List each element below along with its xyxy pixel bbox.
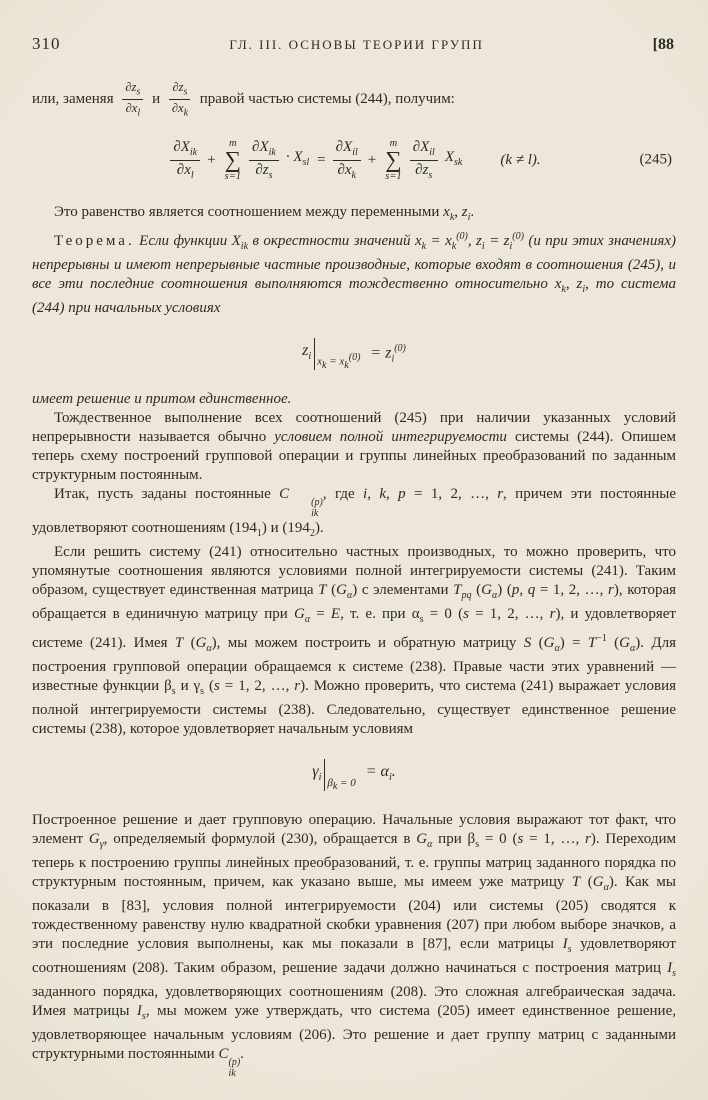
page-number: 310: [32, 34, 61, 53]
equation-245-number: (245): [639, 151, 672, 168]
equation-z-lhs: $z_i$: [302, 342, 312, 363]
theorem-label: Теорема.: [54, 233, 135, 249]
evaluation-bar: [324, 759, 325, 791]
page-body: [32, 80, 676, 1079]
paragraph-identical: Тождественное выполнение всех соотношений (245) при наличии указанных условий непрерывности называется обычно условием полной интегрируемости системы (244). Опишем теперь схему построений групповой операции и группы линейных преобразований по заданным структурным постоянным.: [32, 410, 676, 483]
chapter-title: ГЛ. III. ОСНОВЫ ТЕОРИИ ГРУПП: [229, 37, 484, 52]
paragraph-itak: Итак, пусть заданы постоянные C (p) ik , где i, k, p = 1, 2, …, r, причем эти постоянные удовлетворяют соотношениям $(194_1)$ и $(194_2)$.: [32, 486, 677, 539]
theorem-body: Если функции $X_{ik}$ в окрестности значений $x_k = x_k^{(0)}$, $z_i = z_i^{(0)}$ (и при этих значениях) непрерывны и имеют непрерывные частные производные, которые входят в соотношения (245), и все эти последние соотношения выполняются тождественно относительно $x_k$, $z_i$, то система (244) при начальных условиях: [32, 231, 676, 316]
paragraph-equality: Это равенство является соотношением между переменными $x_k$, $z_i$.: [54, 204, 475, 223]
equation-gamma-rhs: = $\alpha_i$.: [365, 763, 396, 784]
fraction-dXil-dzs: $\frac{\partial X_{il}}{\partial z_s}$: [410, 139, 438, 181]
equation-245-formula: [167, 138, 466, 183]
equation-245: [32, 133, 676, 187]
intro-text-pre: или, заменяя: [32, 90, 114, 107]
paragraph-solution: имеет решение и притом единственное.: [32, 391, 292, 407]
inline-fraction-dzs-dxk: $\frac{\partial z_s}{\partial x_k}$: [169, 80, 191, 119]
inline-fraction-dzs-dxl: $\frac{\partial z_s}{\partial x_l}$: [122, 80, 143, 119]
evaluated-at-construct: [312, 759, 395, 791]
intro-text-post: правой частью системы (244), получим:: [199, 90, 455, 107]
equation-initial-condition-gamma: [32, 753, 676, 797]
equation-z-subscript: $x_k = x_k^{(0)}$: [317, 352, 361, 371]
equation-gamma-lhs: $\gamma_i$: [312, 763, 322, 784]
fraction-dXik-dxl: $\frac{\partial X_{ik}}{\partial x_l}$: [170, 139, 200, 181]
paragraph-theorem: [32, 227, 676, 318]
equation-gamma-subscript: $\beta_k = 0$: [327, 776, 356, 792]
equals-operator: =: [317, 151, 326, 168]
equation-initial-condition-z: [32, 332, 676, 376]
paragraph-final: Построенное решение и дает групповую операцию. Начальные условия выражают тот факт, что элемент $G_\gamma$, определяемый формулой (230), обращается в $G_\alpha$ при $\beta_s = 0$ (s = 1, …, r). Переходим теперь к построению группы линейных преобразований, т. е. группы матриц заданного порядка по структурным постоянным, причем, как указано выше, мы имеем уже матрицу T $(G_\alpha)$. Как мы показали в [83], условия полной интегрируемости (204) или системы (205) сводятся к тождественному равенству нулю квадратной скобки уравнения (207) при любом выборе значков, а эти последние условия выполнены, как мы показали в [87], если матрицы $I_s$ удовлетворяют соотношениям (208). Таким образом, решение задачи должно начинаться с построения матриц $I_s$ заданного порядка, удовлетворяющих соотношениям (208). Это сложная алгебраическая задача. Имея матрицы $I_s$, мы можем уже утверждать, что система (205) имеет единственное решение, удовлетворяющее начальным условиям (206). Это решение и дает группу матриц с заданными структурными постоянными C (p) ik .: [32, 812, 677, 1079]
summation-sign: m ∑ s=1: [224, 137, 242, 182]
equation-245-condition: (k ≠ l).: [500, 151, 541, 168]
evaluation-bar: [314, 338, 315, 370]
plus-operator: +: [367, 151, 377, 168]
evaluated-at-construct: [302, 338, 406, 370]
summation-sign: m ∑ s=1: [385, 137, 402, 182]
fraction-dXil-dxk: $\frac{\partial X_{il}}{\partial x_k}$: [333, 139, 361, 181]
page-header: [32, 34, 674, 54]
fraction-dXik-dzs: $\frac{\partial X_{ik}}{\partial z_s}$: [249, 139, 279, 181]
plus-operator: +: [207, 151, 216, 168]
term-Xsl: · $X_{sl}$: [285, 149, 310, 168]
paragraph-intro: [32, 80, 676, 119]
paragraph-esli: Если решить систему (241) относительно частных производных, то можно проверить, что упомянутые соотношения являются условиями полной интегрируемости системы (241). Таким образом, существует единственная матрица T $(G_\alpha)$ с элементами $T_{pq}$ $(G_\alpha)$ (p, q = 1, 2, …, r), которая обращается в единичную матрицу при $G_\alpha = E$, т. е. при $\alpha_s = 0$ (s = 1, 2, …, r), и удовлетворяет системе (241). Имея T $(G_\alpha)$, мы можем построить и обратную матрицу S $(G_\alpha) = T^{-1}$ $(G_\alpha)$. Для построения групповой операции обращаемся к системе (238). Правые части этих уравнений — известные функции $\beta_s$ и $\gamma_s$ (s = 1, 2, …, r). Можно проверить, что система (241) выражает условия полной интегрируемости системы (238). Следовательно, существует единственное решение системы (238), которое удовлетворяет начальным условиям: [32, 544, 677, 737]
intro-text-mid: и: [152, 90, 161, 107]
section-number: [88: [652, 36, 674, 53]
equation-z-rhs: = $z_i^{(0)}$: [370, 343, 406, 365]
term-Xsk: $X_{sk}$: [444, 149, 463, 168]
